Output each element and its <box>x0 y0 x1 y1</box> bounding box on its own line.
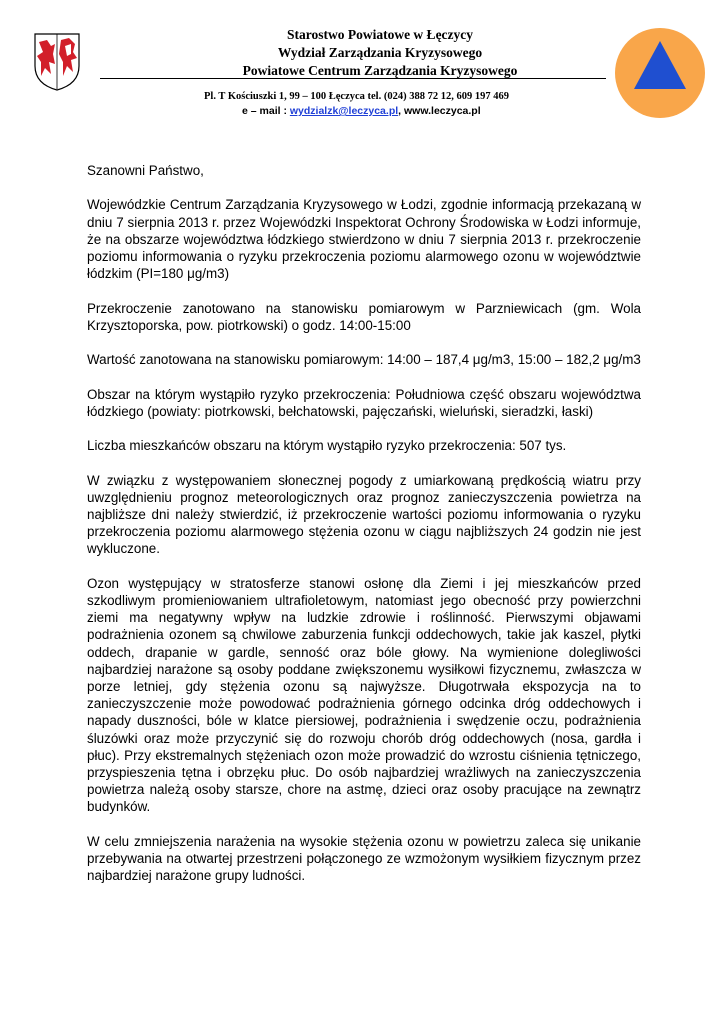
paragraph-notice: Wojewódzkie Centrum Zarządzania Kryzysowego w Łodzi, zgodnie informacją przekazaną w dniu 7 sierpnia 2013 r. przez Wojewódzki Inspektorat Ochrony Środowiska w Łodzi informuje, że na obszarze województwa łódzkiego stwierdzono w dniu 7 sierpnia 2013 r. przekroczenie poziomu informowania o ryzyku przekroczenia poziomu alarmowego ozonu w województwie łódzkim (PI=180 μg/m3) <box>87 197 641 282</box>
www-separator: , <box>398 105 404 117</box>
email-link[interactable]: wydzialzk@leczyca.pl <box>289 105 399 117</box>
letter-body <box>87 162 641 902</box>
paragraph-health-effects: Ozon występujący w stratosferze stanowi osłonę dla Ziemi i jej mieszkańców przed szkodliwym promieniowaniem ultrafioletowym, natomiast jego obecność przy powierzchni ziemi ma negatywny wpływ na ludzkie zdrowie i roślinność. Pierwszymi objawami podrażnienia ozonem są chwilowe zaburzenia funkcji oddechowych, takie jak kaszel, płytki oddech, drapanie w gardle, senność oraz bóle głowy. Na wymienione dolegliwości najbardziej narażone są osoby poddane zwiększonemu wysiłkowi fizycznemu, zwłaszcza w porze letniej, gdy stężenia ozonu są najwyższe. Długotrwała ekspozycja na to zanieczyszczenie może powodować podrażnienia górnego odcinka dróg oddechowych i napady duszności, bóle w klatce piersiowej, podrażnienia i swędzenie oczu, podrażnienia śluzówki oraz może przyczynić się do rozwoju chorób dróg oddechowych (nosa, gardła i płuc). Przy ekstremalnych stężeniach ozon może prowadzić do wzrostu ciśnienia tętniczego, przyspieszenia tętna i obrzęku płuc. Do osób najbardziej wrażliwych na zanieczyszczenia powietrza należą osoby starsze, chore na astmę, dzieci oraz osoby pracujące na zewnątrz budynków. <box>87 575 641 815</box>
address-line: Pl. T Kościuszki 1, 99 – 100 Łęczyca tel. (024) 388 72 12, 609 197 469 <box>204 91 509 102</box>
website-text: www.leczyca.pl <box>404 105 481 117</box>
civil-defence-icon <box>614 27 706 119</box>
paragraph-values: Wartość zanotowana na stanowisku pomiarowym: 14:00 – 187,4 μg/m3, 15:00 – 182,2 μg/m3 <box>87 352 641 368</box>
paragraph-recommendation: W celu zmniejszenia narażenia na wysokie stężenia ozonu w powietrzu zaleca się unikanie przebywania na otwartej przestrzeni połączonego ze wzmożonym wysiłkiem fizycznym przez najbardziej narażone grupy ludności. <box>87 833 641 884</box>
paragraph-population: Liczba mieszkańców obszaru na którym wystąpiło ryzyko przekroczenia: 507 tys. <box>87 438 567 454</box>
email-line <box>190 104 590 118</box>
coat-of-arms-icon <box>33 32 81 92</box>
paragraph-area: Obszar na którym wystąpiło ryzyko przekroczenia: Południowa część obszaru województwa łódzkiego (powiaty: piotrkowski, bełchatowski, pajęczański, wieluński, sieradzki, łaski) <box>87 386 641 419</box>
contact-block <box>190 90 590 118</box>
center-name: Powiatowe Centrum Zarządzania Kryzysowego <box>242 63 518 78</box>
email-prefix: e – mail : <box>242 105 290 117</box>
greeting: Szanowni Państwo, <box>87 163 204 178</box>
institution-name: Starostwo Powiatowe w Łęczycy <box>286 27 474 42</box>
paragraph-forecast: W związku z występowaniem słonecznej pogody z umiarkowaną prędkością wiatru przy uwzględnieniu prognoz meteorologicznych oraz prognoz zanieczyszczenia powietrza na najbliższe dni należy stwierdzić, iż przekroczenie wartości poziomu informowania o ryzyku przekroczenia poziomu alarmowego stężenia ozonu w ciągu najbliższych 24 godzin nie jest wykluczone. <box>87 472 641 557</box>
department-name: Wydział Zarządzania Kryzysowego <box>277 45 483 60</box>
header-divider <box>100 78 606 79</box>
institution-header <box>150 26 610 80</box>
paragraph-location: Przekroczenie zanotowano na stanowisku pomiarowym w Parzniewicach (gm. Wola Krzysztoporska, pow. piotrkowski) o godz. 14:00-15:00 <box>87 300 641 333</box>
